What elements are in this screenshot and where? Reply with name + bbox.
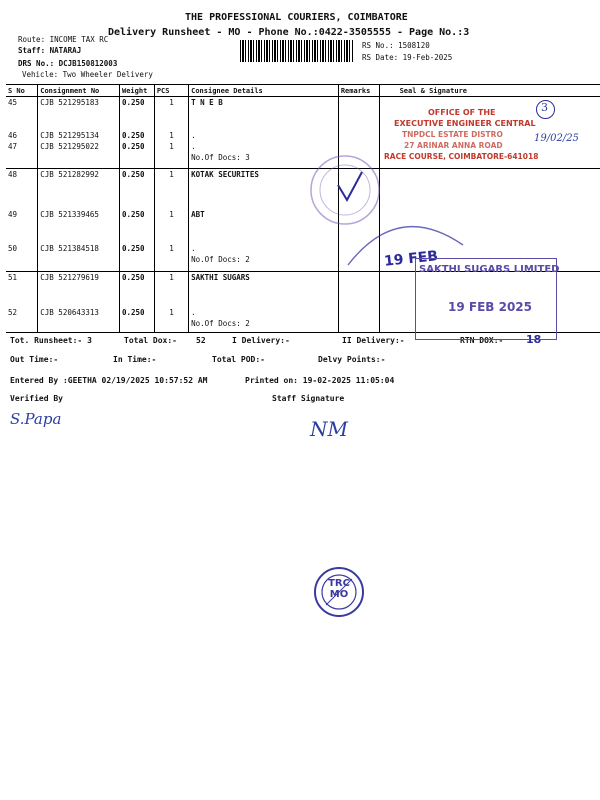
- col-weight: Weight: [120, 85, 155, 97]
- consignee-name: ABT: [191, 210, 205, 219]
- office-stamp-line: OFFICE OF THE: [428, 108, 496, 117]
- sakthi-stamp-name: SAKTHI SUGARS LIMITED: [419, 264, 560, 275]
- sno: 48: [8, 170, 18, 179]
- office-stamp-line: EXECUTIVE ENGINEER CENTRAL: [394, 119, 536, 128]
- circled-number: 3: [541, 101, 548, 114]
- row-mark: .: [191, 244, 196, 253]
- row-mark: .: [191, 142, 196, 151]
- col-pcs: PCS: [154, 85, 188, 97]
- pcs: 1: [169, 273, 174, 282]
- out-time: Out Time:-: [10, 355, 59, 364]
- sno: 49: [8, 210, 18, 219]
- ii-delivery: II Delivery:-: [342, 336, 405, 345]
- office-stamp-line: RACE COURSE, COIMBATORE-641018: [384, 152, 539, 161]
- delvy-points: Delvy Points:-: [318, 355, 386, 364]
- consignment-no: CJB 521279619: [40, 273, 99, 282]
- consignee-name: SAKTHI SUGARS: [191, 273, 250, 282]
- vehicle-label: Vehicle: Two Wheeler Delivery: [22, 70, 153, 79]
- entered-by: Entered By :GEETHA 02/19/2025 10:57:52 AM: [10, 376, 208, 385]
- weight: 0.250: [122, 142, 145, 151]
- pcs: 1: [169, 98, 174, 107]
- sno: 52: [8, 308, 18, 317]
- verified-by-label: Verified By: [10, 394, 63, 403]
- consignment-no: CJB 521295022: [40, 142, 99, 151]
- pcs: 1: [169, 308, 174, 317]
- consignment-no: CJB 521384518: [40, 244, 99, 253]
- rtn-value: 18: [526, 333, 542, 346]
- rtn-dox: RTN DOX:-: [460, 336, 504, 345]
- consignee-name: KOTAK SECURITES: [191, 170, 259, 179]
- weight: 0.250: [122, 244, 145, 253]
- col-consignee: Consignee Details: [189, 85, 339, 97]
- weight: 0.250: [122, 308, 145, 317]
- weight: 0.250: [122, 98, 145, 107]
- handwritten-date: 19/02/25: [534, 133, 579, 144]
- i-delivery: I Delivery:-: [232, 336, 290, 345]
- consignment-no: CJB 521282992: [40, 170, 99, 179]
- weight: 0.250: [122, 131, 145, 140]
- consignment-no: CJB 521339465: [40, 210, 99, 219]
- table-header-row: [6, 85, 600, 97]
- pcs: 1: [169, 131, 174, 140]
- office-stamp-line: TNPDCL ESTATE DISTRO: [402, 130, 503, 139]
- staff-label: Staff: NATARAJ: [18, 46, 82, 55]
- total-dox-value: 52: [196, 336, 206, 345]
- pcs: 1: [169, 142, 174, 151]
- company-title: THE PROFESSIONAL COURIERS, COIMBATORE: [185, 12, 408, 23]
- sno: 50: [8, 244, 18, 253]
- runsheet-subtitle: Delivery Runsheet - MO - Phone No.:0422-3505555 - Page No.:3: [108, 27, 470, 38]
- pcs: 1: [169, 244, 174, 253]
- in-time: In Time:-: [113, 355, 157, 364]
- staff-signature-mark: NM: [310, 417, 348, 441]
- consignment-no: CJB 521295183: [40, 98, 99, 107]
- col-seal: Seal & Signature: [379, 85, 600, 97]
- weight: 0.250: [122, 170, 145, 179]
- trc-mo-seal-text: TRC MO: [328, 578, 350, 600]
- col-consignment: Consignment No: [38, 85, 120, 97]
- docs-count: No.Of Docs: 2: [191, 255, 250, 264]
- sno: 47: [8, 142, 18, 151]
- weight: 0.250: [122, 210, 145, 219]
- total-pod: Total POD:-: [212, 355, 265, 364]
- row-mark: .: [191, 308, 196, 317]
- barcode: [240, 40, 353, 62]
- row-mark: .: [191, 131, 196, 140]
- sno: 45: [8, 98, 18, 107]
- stamp-date: 19 FEB: [383, 248, 439, 270]
- drs-number: DRS No.: DCJB150812003: [18, 59, 118, 68]
- rs-date: RS Date: 19-Feb-2025: [362, 53, 453, 62]
- total-dox-label: Total Dox:-: [124, 336, 177, 345]
- docs-count: No.Of Docs: 3: [191, 153, 250, 162]
- consignee-name: T N E B: [191, 98, 223, 107]
- office-stamp-line: 27 ARINAR ANNA ROAD: [404, 141, 503, 150]
- col-sno: S No: [6, 85, 38, 97]
- rs-number: RS No.: 1508120: [362, 41, 430, 50]
- route-label: Route: INCOME TAX RC: [18, 35, 109, 44]
- pcs: 1: [169, 170, 174, 179]
- weight: 0.250: [122, 273, 145, 282]
- table-row: [6, 169, 600, 210]
- sno: 51: [8, 273, 18, 282]
- consignment-no: CJB 521295134: [40, 131, 99, 140]
- sakthi-stamp-date: 19 FEB 2025: [448, 300, 532, 314]
- printed-on: Printed on: 19-02-2025 11:05:04: [245, 376, 395, 385]
- pcs: 1: [169, 210, 174, 219]
- consignment-no: CJB 520643313: [40, 308, 99, 317]
- sno: 46: [8, 131, 18, 140]
- verified-signature: S.Papa: [10, 410, 62, 428]
- staff-signature-label: Staff Signature: [272, 394, 345, 403]
- total-runsheet: Tot. Runsheet:- 3: [10, 336, 92, 345]
- docs-count: No.Of Docs: 2: [191, 319, 250, 328]
- col-remarks: Remarks: [338, 85, 379, 97]
